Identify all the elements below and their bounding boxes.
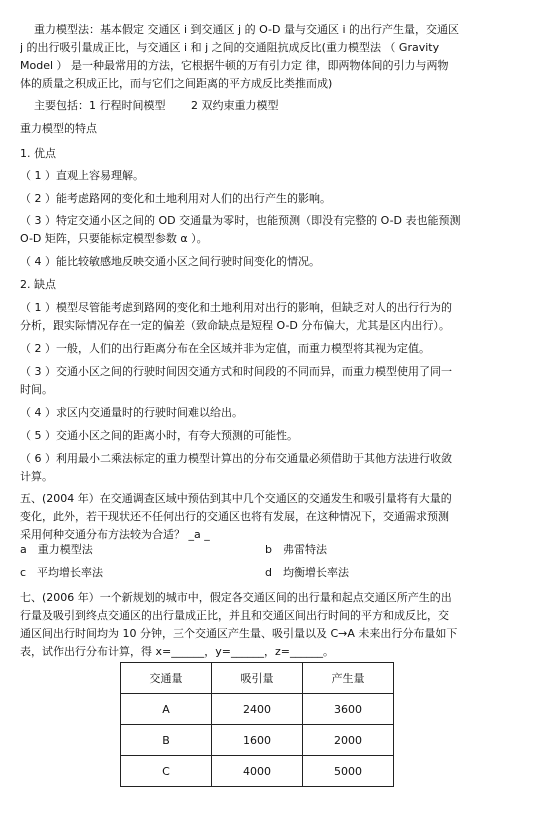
table-cell: B: [121, 725, 212, 756]
answer-option: d 均衡增长率法: [265, 566, 349, 579]
table-row: [121, 694, 394, 725]
list-item: （ 2 ）一般，人们的出行距离分布在全区域并非为定值，而重力模型将其视为定值。: [20, 342, 430, 355]
question-text: 七、(2006 年）一个新规划的城市中，假定各交通区间的出行量和起点交通区所产生的出: [20, 591, 452, 604]
table-cell: 4000: [212, 756, 303, 787]
subsection-heading: 1. 优点: [20, 147, 56, 160]
list-item-continued: 计算。: [20, 470, 53, 483]
question-text: 行量及吸引到终点交通区的出行量成正比，并且和交通区间出行时间的平方和成反比，交: [20, 609, 449, 622]
list-item: （ 3 ）交通小区之间的行驶时间因交通方式和时间段的不同而异，而重力模型使用了同一: [20, 365, 452, 378]
list-item-continued: O-D 矩阵，只要能标定模型参数 α ）。: [20, 232, 208, 245]
list-item: （ 6 ）利用最小二乘法标定的重力模型计算出的分布交通量必须借助于其他方法进行收敛: [20, 452, 452, 465]
list-item-continued: 分析，跟实际情况存在一定的偏差（致命缺点是短程 O-D 分布偏大，尤其是区内出行）。: [20, 319, 450, 332]
list-item: （ 4 ）求区内交通量时的行驶时间难以给出。: [20, 406, 243, 419]
paragraph-line: 重力模型法：基本假定 交通区 i 到交通区 j 的 O-D 量与交通区 i 的出行产生量，交通区: [34, 23, 460, 36]
paragraph-line: Model ） 是一种最常用的方法，它根据牛顿的万有引力定 律，即两物体间的引力与两物: [20, 59, 449, 72]
paragraph-line: 体的质量之积成正比，而与它们之间距离的平方成反比类推而成): [20, 77, 333, 90]
table-cell: 5000: [303, 756, 394, 787]
answer-option: c 平均增长率法: [20, 566, 104, 579]
table-cell: 2400: [212, 694, 303, 725]
table-cell: C: [121, 756, 212, 787]
list-item: （ 1 ）直观上容易理解。: [20, 169, 144, 182]
table-header-cell: 吸引量: [212, 663, 303, 694]
list-item: （ 1 ）模型尽管能考虑到路网的变化和土地利用对出行的影响，但缺乏对人的出行行为的: [20, 301, 452, 314]
table-cell: 2000: [303, 725, 394, 756]
table-row: [121, 725, 394, 756]
question-text: 变化，此外，若干现状还不任何出行的交通区也将有发展，在这种情况下，交通需求预测: [20, 510, 449, 523]
table-cell: 1600: [212, 725, 303, 756]
list-item-continued: 时间。: [20, 383, 53, 396]
list-item: （ 3 ）特定交通小区之间的 OD 交通量为零时，也能预测（即没有完整的 O-D 表也能预测: [20, 214, 461, 227]
table-header-cell: 交通量: [121, 663, 212, 694]
answer-option: b 弗雷特法: [265, 543, 327, 556]
list-item: （ 2 ）能考虑路网的变化和土地利用对人们的出行产生的影响。: [20, 192, 331, 205]
list-item: （ 5 ）交通小区之间的距离小时，有夸大预测的可能性。: [20, 429, 298, 442]
question-text: 采用何种交通分布方法较为合适？ _a _: [20, 528, 210, 541]
question-text: 通区间出行时间均为 10 分钟，三个交通区产生量、吸引量以及 C→A 未来出行分布量如下: [20, 627, 458, 640]
subsection-heading: 2. 缺点: [20, 278, 56, 291]
traffic-table: [120, 662, 394, 787]
table-header-row: [121, 663, 394, 694]
answer-option: a 重力模型法: [20, 543, 93, 556]
list-item: （ 4 ）能比较敏感地反映交通小区之间行驶时间变化的情况。: [20, 255, 320, 268]
paragraph-line: j 的出行吸引量成正比，与交通区 i 和 j 之间的交通阻抗成反比(重力模型法 （ Gravity: [20, 41, 440, 54]
table-cell: A: [121, 694, 212, 725]
table-cell: 3600: [303, 694, 394, 725]
table-header-cell: 产生量: [303, 663, 394, 694]
question-text: 表，试作出行分布计算，得 x=______，y=______，z=______。: [20, 645, 334, 658]
paragraph-line: 主要包括：1 行程时间模型 2 双约束重力模型: [34, 99, 279, 112]
table-row: [121, 756, 394, 787]
section-heading: 重力模型的特点: [20, 122, 97, 135]
question-text: 五、(2004 年）在交通调查区域中预估到其中几个交通区的交通发生和吸引量将有大量的: [20, 492, 452, 505]
